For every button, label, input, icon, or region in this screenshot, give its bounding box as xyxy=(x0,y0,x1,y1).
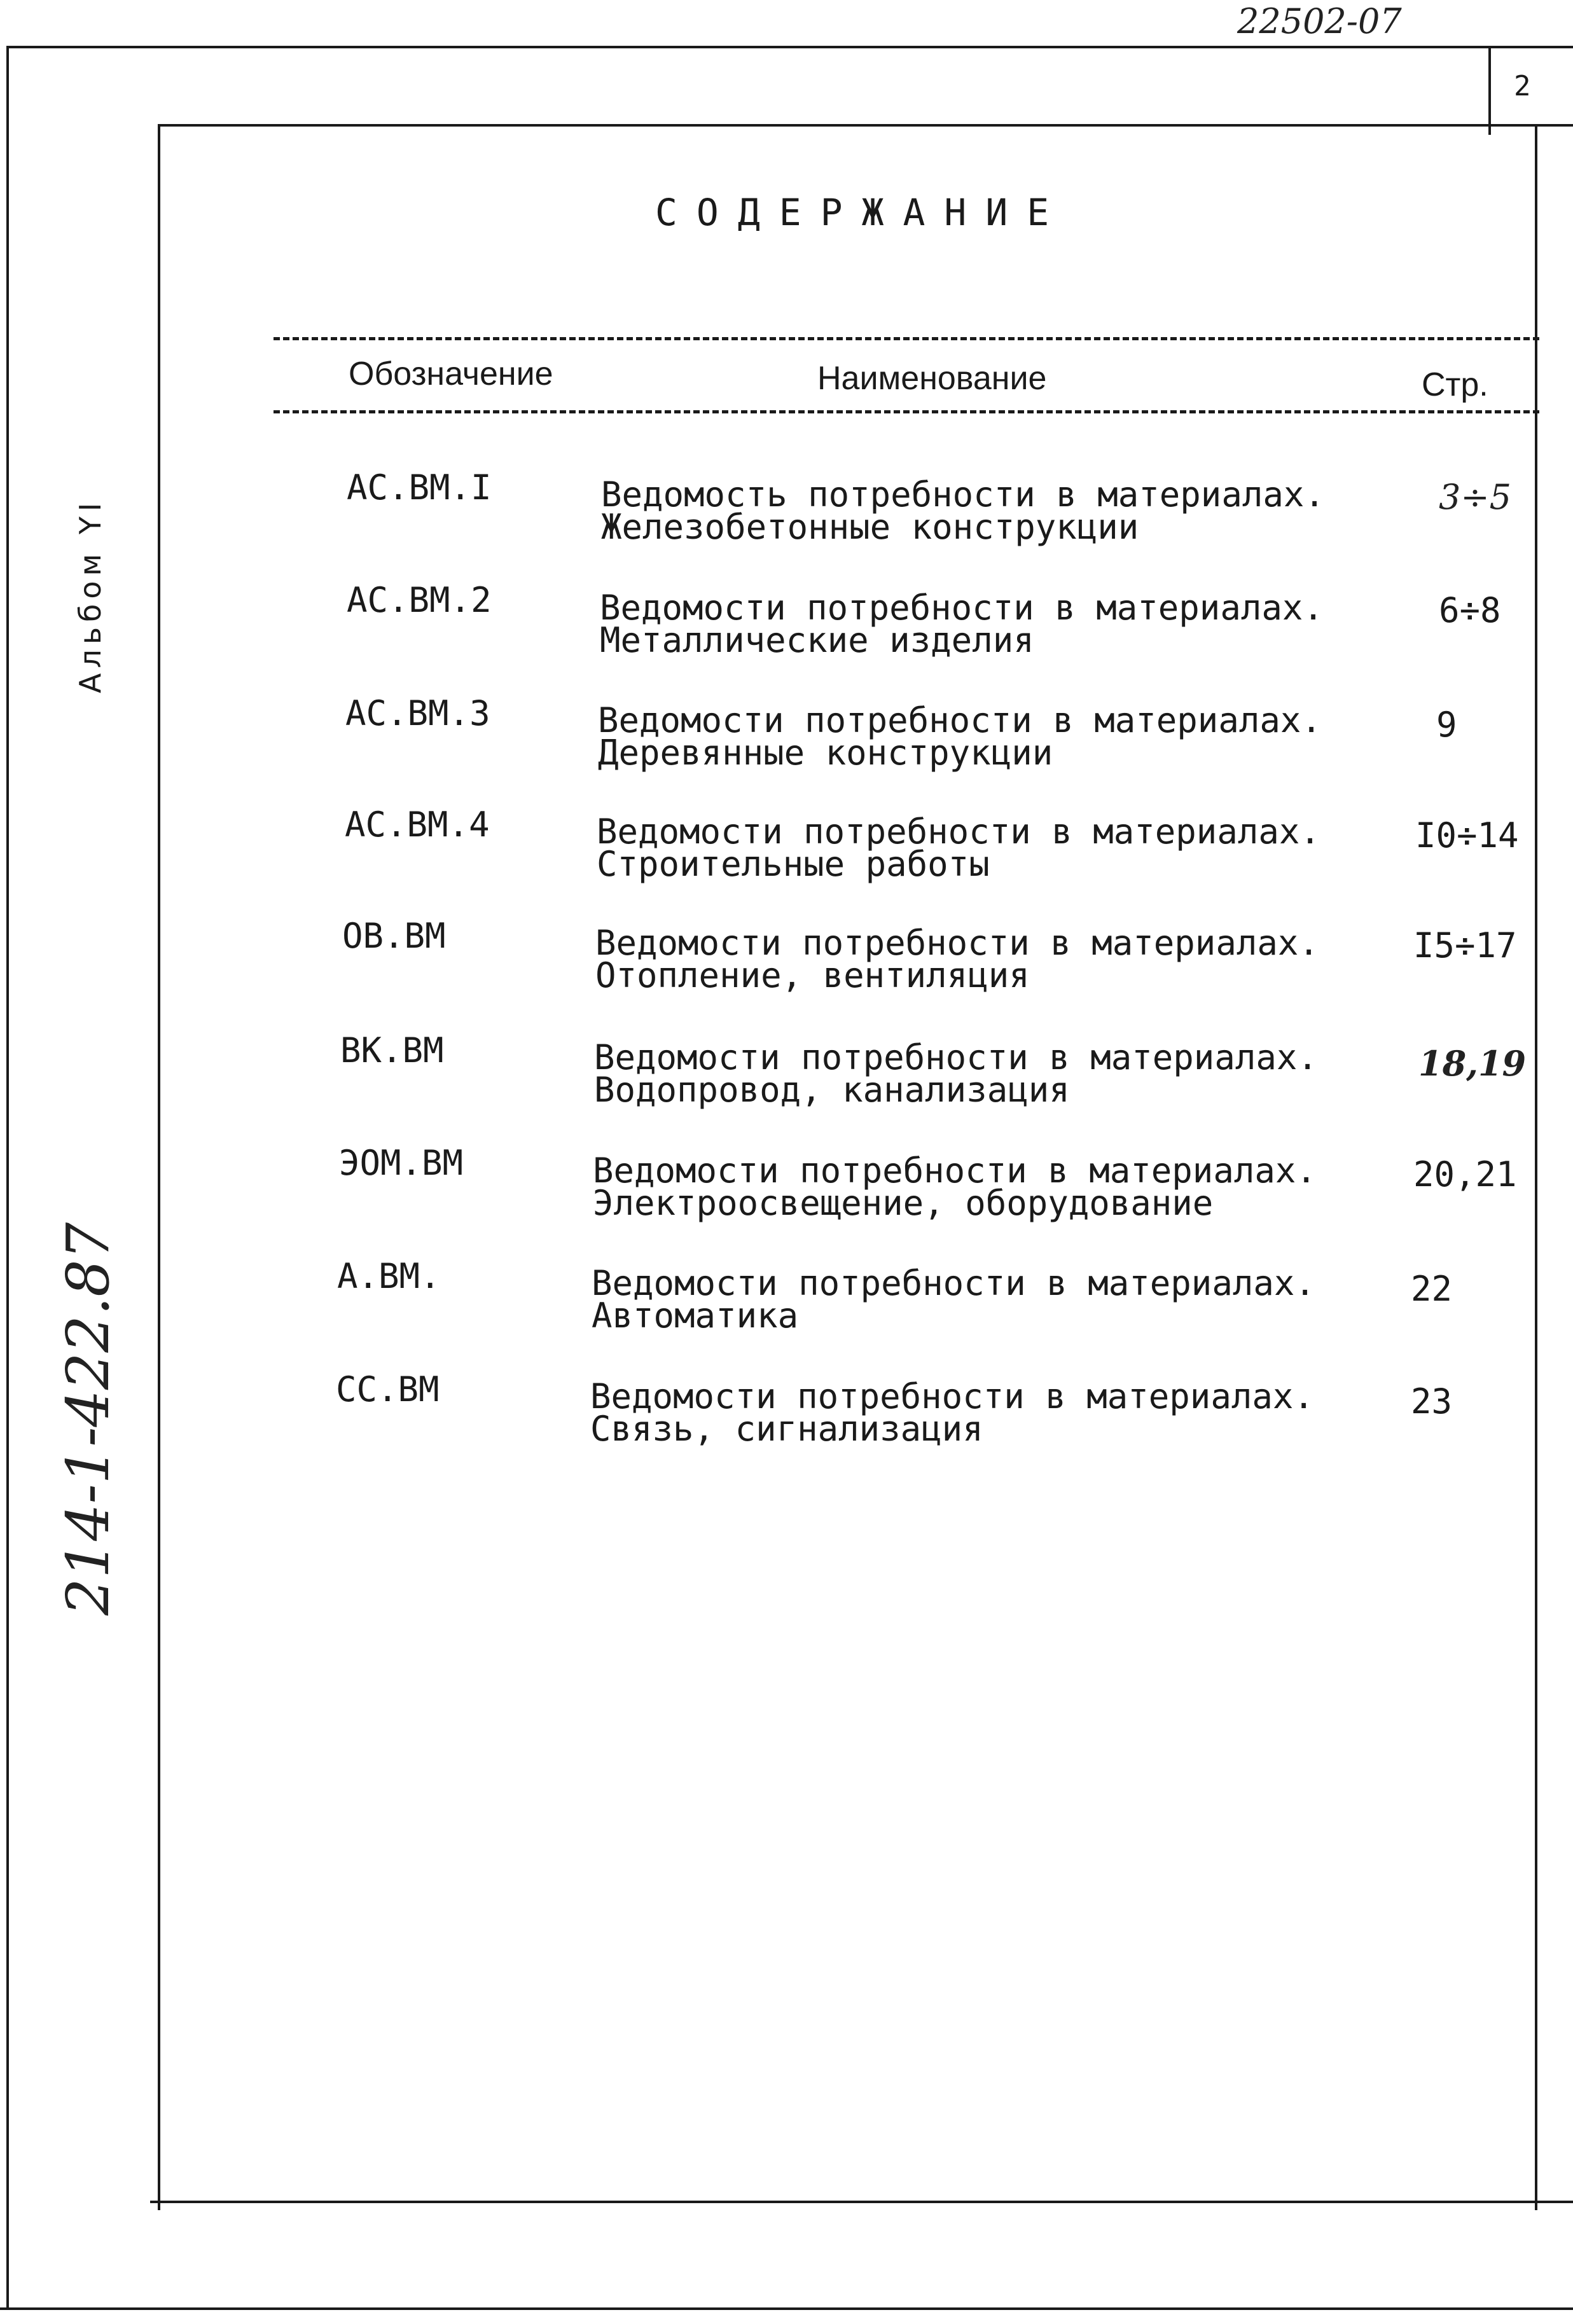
row-code: АС.ВМ.4 xyxy=(345,805,490,845)
row-page: I5÷17 xyxy=(1413,925,1517,965)
outer-frame-bottom xyxy=(0,2307,1573,2310)
row-name-line1: Ведомости потребности в материалах. xyxy=(595,923,1319,963)
row-name-line2: Металлические изделия xyxy=(600,620,1034,660)
row-name-line2: Строительные работы xyxy=(597,844,990,884)
outer-frame-top xyxy=(6,46,1573,48)
side-document-code: 214-1-422.87 xyxy=(54,1222,122,1615)
row-name-line1: Ведомости потребности в материалах. xyxy=(597,812,1320,852)
column-header-page: Стр. xyxy=(1422,366,1488,403)
row-name-line2: Автоматика xyxy=(592,1296,799,1336)
outer-frame-left xyxy=(6,46,9,2310)
inner-frame-left xyxy=(158,124,160,2210)
row-page: 3÷5 xyxy=(1439,477,1511,517)
page-title: СОДЕРЖАНИЕ xyxy=(655,191,1069,234)
row-name-line2: Деревянные конструкции xyxy=(598,733,1053,773)
row-name-line1: Ведомость потребности в материалах. xyxy=(601,474,1325,515)
row-page: 22 xyxy=(1411,1269,1453,1309)
column-header-name: Наименование xyxy=(817,360,1047,397)
row-name-line1: Ведомости потребности в материалах. xyxy=(594,1037,1318,1077)
row-name-line1: Ведомости потребности в материалах. xyxy=(590,1376,1314,1416)
side-album-label: Альбом YI xyxy=(73,497,107,693)
row-name-line2: Железобетонные конструкции xyxy=(601,507,1139,547)
sheet-number: 2 xyxy=(1514,70,1531,102)
inner-frame-right xyxy=(1535,124,1537,2210)
row-code: ОВ.ВМ xyxy=(342,916,446,956)
row-page: 20,21 xyxy=(1413,1154,1517,1194)
archive-stamp-number: 22502-07 xyxy=(1237,1,1402,41)
inner-frame-top xyxy=(159,124,1573,127)
row-name-line1: Ведомости потребности в материалах. xyxy=(600,588,1324,628)
row-name-line1: Ведомости потребности в материалах. xyxy=(592,1263,1315,1303)
row-page: 18,19 xyxy=(1418,1043,1527,1084)
row-name-line1: Ведомости потребности в материалах. xyxy=(598,700,1322,740)
row-code: АС.ВМ.I xyxy=(347,467,492,508)
column-header-designation: Обозначение xyxy=(349,356,553,392)
row-name-line2: Водопровод, канализация xyxy=(594,1070,1070,1110)
row-code: СС.ВМ xyxy=(336,1369,440,1409)
row-page: 23 xyxy=(1411,1381,1453,1421)
row-code: ЭОМ.ВМ xyxy=(339,1143,464,1183)
row-name-line2: Электроосвещение, оборудование xyxy=(593,1183,1214,1223)
row-code: ВК.ВМ xyxy=(340,1030,444,1070)
row-page: I0÷14 xyxy=(1415,815,1519,855)
inner-frame-bottom xyxy=(150,2201,1573,2203)
header-bottom-rule xyxy=(274,410,1539,413)
header-top-rule xyxy=(274,337,1539,340)
row-name-line2: Отопление, вентиляция xyxy=(595,955,1030,995)
row-page: 9 xyxy=(1436,705,1457,745)
row-code: АС.ВМ.3 xyxy=(345,693,490,733)
row-page: 6÷8 xyxy=(1439,590,1501,630)
row-code: А.ВМ. xyxy=(337,1256,441,1296)
row-code: АС.ВМ.2 xyxy=(347,580,492,620)
row-name-line1: Ведомости потребности в материалах. xyxy=(593,1151,1317,1191)
sheet-number-box-left xyxy=(1488,46,1491,135)
row-name-line2: Связь, сигнализация xyxy=(590,1409,983,1449)
